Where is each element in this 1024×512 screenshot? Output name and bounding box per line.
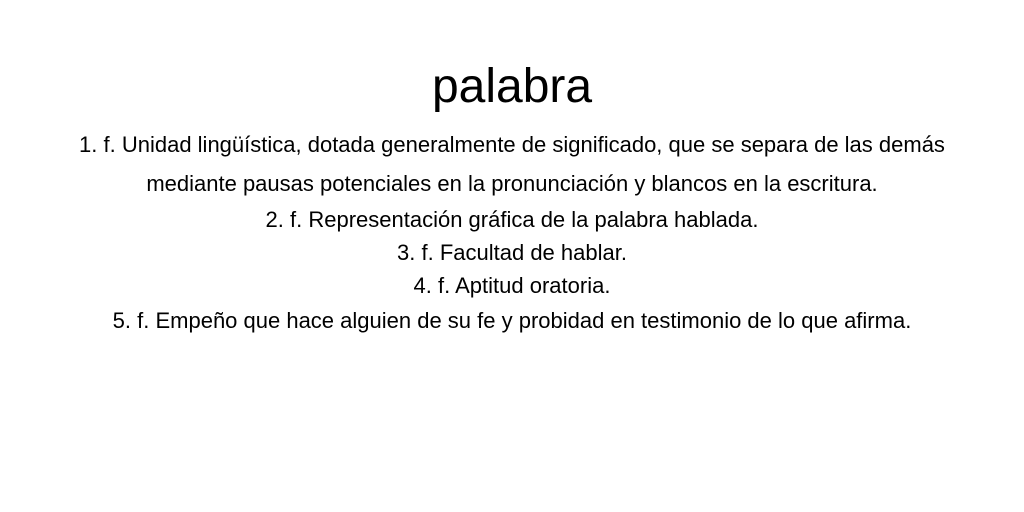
definition-item: 3. f. Facultad de hablar. [397, 240, 627, 265]
definitions-list [62, 126, 962, 341]
definition-item: 1. f. Unidad lingüística, dotada generalmente de significado, que se separa de las demás mediante pausas potenciales en la pronunciación y blancos en la escritura. [79, 132, 945, 196]
definition-item: 5. f. Empeño que hace alguien de su fe y probidad en testimonio de lo que afirma. [112, 308, 912, 333]
definition-item: 4. f. Aptitud oratoria. [413, 273, 611, 298]
headword-title: palabra [431, 60, 593, 113]
definition-item: 2. f. Representación gráfica de la palabra hablada. [265, 207, 759, 232]
